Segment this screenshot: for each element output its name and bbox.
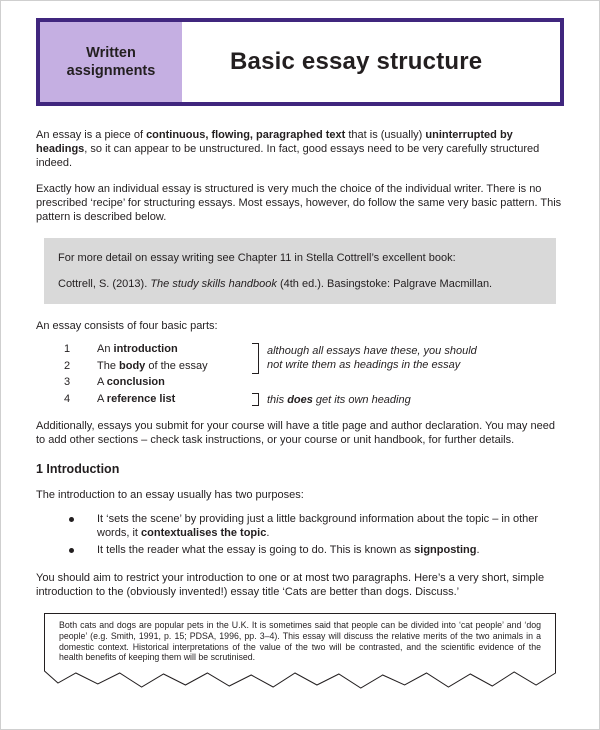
list-number: 3 <box>64 376 71 388</box>
paragraph-additional-sections: Additionally, essays you submit for your course will have a title page and author declaration. You may need to add other sections – check task instructions, or your course or unit handbook, for further details. <box>36 420 555 446</box>
section-heading-introduction: 1 Introduction <box>36 462 120 476</box>
annotation-no-headings: although all essays have these, you should not write them as headings in the essay <box>267 345 477 371</box>
example-introduction-text: Both cats and dogs are popular pets in the U.K. It is sometimes said that people can be divided into ‘cat people’ and ‘dog people’ (e.g. Smith, 1991, p. 15; PDSA, 1996, pp. 3–4). This essay will discuss the relative merits of the two animals in a domestic context. Historical interpretations of the value of the two will be contrasted, and the scientific evidence of the health benefits of keeping them will be scrutinised. <box>59 620 541 663</box>
reference-info-box <box>44 238 556 304</box>
list-text: The body of the essay <box>97 359 208 372</box>
bullet-text: It ‘sets the scene’ by providing just a little background information about the topic – in other words, it contextualises the topic. <box>97 513 539 539</box>
text-run: Cottrell, S. (2013). <box>58 278 151 290</box>
book-reference <box>58 277 542 291</box>
document-page <box>1 1 599 703</box>
bullet-text: It tells the reader what the essay is going to do. This is known as signposting. <box>97 544 480 556</box>
bullet-item <box>69 543 564 557</box>
bullet-icon <box>69 548 74 553</box>
list-item <box>64 374 564 391</box>
paragraph-essay-definition <box>36 128 564 170</box>
list-number: 2 <box>64 359 71 372</box>
book-title: The study skills handbook <box>150 278 277 290</box>
text-run-bold: uninterrupted by headings <box>36 129 513 155</box>
paragraph-introduction-advice: You should aim to restrict your introduction to one or at most two paragraphs. Here’s a very short, simple introduction to the (obviously invented!) essay title ‘Cats are better than dogs. Discuss.’ <box>36 572 545 598</box>
document-header <box>36 18 564 106</box>
parts-list <box>64 341 564 409</box>
introduction-lead: The introduction to an essay usually has two purposes: <box>36 489 304 501</box>
annotation-own-heading: this does get its own heading <box>267 394 411 406</box>
text-run: that is (usually) <box>345 129 426 141</box>
bullet-item <box>69 512 564 540</box>
example-introduction-box <box>44 613 556 703</box>
list-text: A reference list <box>97 392 176 405</box>
bracket-annotation-1 <box>252 343 259 374</box>
info-box-line: For more detail on essay writing see Chapter 11 in Stella Cottrell’s excellent book: <box>58 252 456 264</box>
paragraph-essay-structure: Exactly how an individual essay is structured is very much the choice of the individual writer. There is no prescribed ‘recipe’ for structuring essays. Most essays, however, do follow the same very basic pattern. This pattern is described below. <box>36 183 562 223</box>
text-run: , so it can appear to be unstructured. In fact, good essays need to be very carefully structured indeed. <box>36 143 540 169</box>
text-run: (4th ed.). Basingstoke: Palgrave Macmillan. <box>276 278 493 290</box>
parts-lead: An essay consists of four basic parts: <box>36 320 218 332</box>
page-title: Basic essay structure <box>230 48 483 75</box>
text-run: An essay is a piece of <box>36 129 147 141</box>
bullet-icon <box>69 517 74 522</box>
purpose-bullet-list <box>69 512 564 557</box>
header-tag: Written assignments <box>40 22 182 102</box>
list-text: An introduction <box>97 343 178 355</box>
list-number: 1 <box>64 343 71 355</box>
list-text: A conclusion <box>97 376 165 388</box>
bracket-annotation-2 <box>252 393 259 406</box>
list-number: 4 <box>64 392 71 405</box>
text-run-bold: continuous, flowing, paragraphed text <box>146 129 346 141</box>
